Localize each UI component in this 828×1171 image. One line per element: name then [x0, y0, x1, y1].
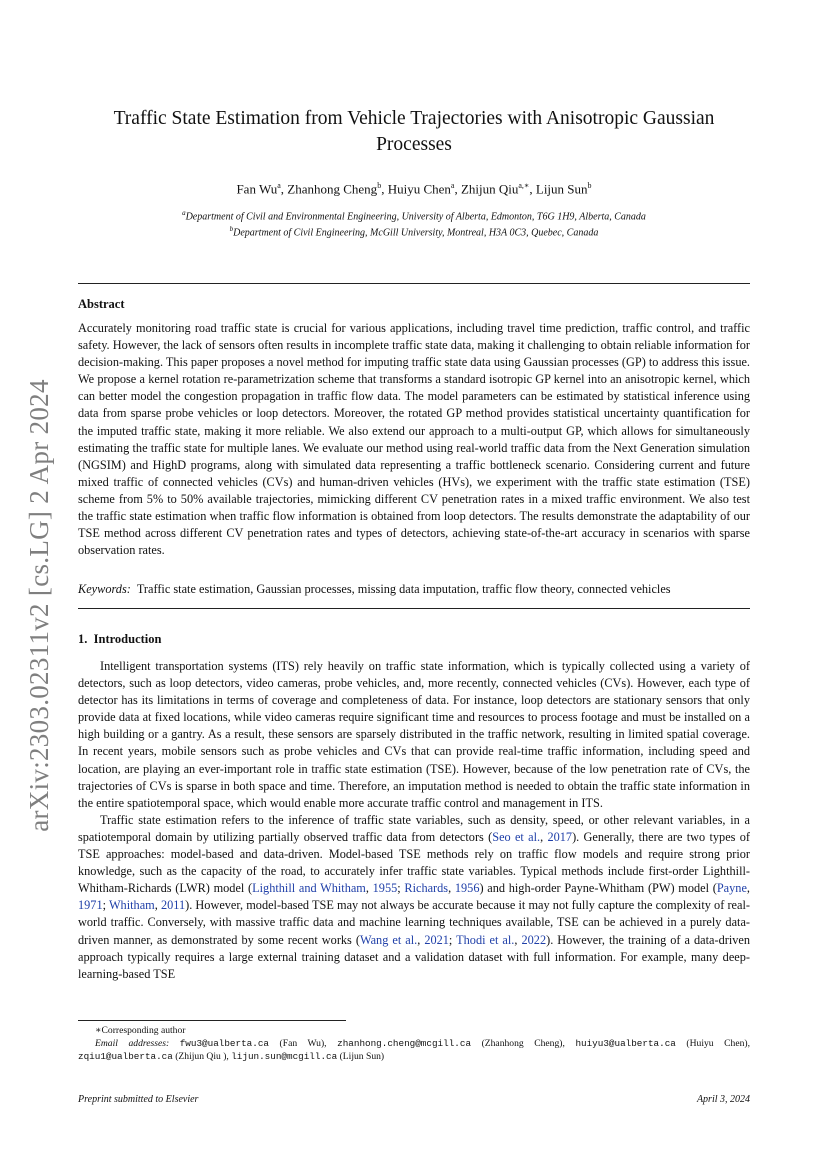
paragraph-text: ; — [397, 881, 405, 896]
abstract-text: Accurately monitoring road traffic state is crucial for various applications, including travel time prediction, traffic control, and traffic safety. However, the lack of sensors often results in incomplete traffic state data, making it challenging to obtain reliable information for decision-making. This paper proposes a novel method for imputing traffic state data using Gaussian processes (GP) to address this issue. We propose a kernel rotation re-parametrization scheme that transforms a standard isotropic GP kernel into an anisotropic kernel, which can better model the congestion propagation in traffic flow data. The model parameters can be estimated by statistical inference using data from sparse probe vehicles or loop detectors. Moreover, the rotated GP method provides statistical uncertainty quantification for the imputed traffic state, making it more reliable. We also extend our approach to a multi-output GP, which allows for simultaneously estimating the traffic state for multiple lanes. We evaluate our method using real-world traffic data from the Next Generation simulation (NGSIM) and HighD programs, along with simulated data representing a traffic bottleneck scenario. Considering current and future mixed traffic of connected vehicles (CVs) and human-driven vehicles (HVs), we experiment with the traffic state estimation (TSE) scheme from 5% to 50% available trajectories, mimicking different CV penetration rates in a mixed traffic environment. We also test the traffic state estimation when traffic flow information is obtained from loop detectors. The results demonstrate the adaptability of our TSE method across different CV penetration rates and types of detectors, achieving state-of-the-art accuracy in scenarios with sparse observation rates. — [78, 321, 750, 558]
email-label: Email addresses: — [95, 1038, 170, 1049]
abstract-top-rule — [78, 283, 750, 284]
affiliation-mark: a — [182, 209, 186, 217]
affiliation-line — [78, 207, 750, 223]
arxiv-identifier-stamp — [17, 370, 61, 840]
citation-link[interactable]: Richards — [404, 881, 449, 896]
author-affiliation-mark: a — [450, 181, 455, 190]
paragraph-text: , — [514, 932, 522, 947]
intro-paragraph — [78, 658, 750, 812]
paragraph-text: , — [540, 829, 548, 844]
footer-preprint-note: Preprint submitted to Elsevier — [78, 1094, 199, 1105]
intro-paragraph — [78, 812, 750, 983]
citation-link[interactable]: 1956 — [454, 881, 480, 896]
email-owner-text — [169, 1038, 180, 1049]
citation-link[interactable]: Lighthill and Whitham — [252, 881, 366, 896]
affiliation-mark: b — [229, 225, 234, 234]
citation-link[interactable]: 2021 — [424, 932, 449, 947]
paragraph-text: Traffic state estimation refers to the inference of traffic state variables, such as density, speed, or other relevant variables, in a spatiotemporal domain by utilizing partially observed traffic data from detectors ( — [78, 812, 750, 844]
abstract-heading: Abstract — [78, 297, 125, 311]
corresponding-author-note: ∗Corresponding author — [95, 1025, 186, 1036]
footnote-rule — [78, 1020, 346, 1021]
paper-title: Traffic State Estimation from Vehicle Trajectories with Anisotropic Gaussian Processes — [113, 108, 715, 155]
paragraph-text: ). However, the training of a data-driven approach typically requires a large external training dataset and a validation dataset with full information. For example, many deep-learning-based TSE — [78, 932, 750, 981]
paragraph-text: , — [365, 881, 373, 896]
email-addresses — [78, 1037, 750, 1063]
author-name: Zhijun Qiu — [460, 181, 519, 197]
footnotes — [78, 1024, 750, 1063]
author-name: Zhanhong Cheng — [287, 181, 378, 197]
affiliations — [78, 207, 750, 240]
section-heading — [78, 632, 161, 647]
email-address: lijun.sun@mcgill.ca — [231, 1051, 338, 1062]
email-owner-text: (Huiyu Chen), — [675, 1038, 751, 1049]
author-list: Fan Wu$^a$, Zhanhong Cheng$^b$, Huiyu Chen$^a$, Zhijun Qiu$^{a,∗}$, Lijun Sun$^b$ — [236, 181, 592, 197]
arxiv-stamp-text: arXiv:2303.02311v2 [cs.LG] 2 Apr 2024 — [23, 378, 54, 832]
introduction-body — [78, 658, 750, 983]
email-address: zhanhong.cheng@mcgill.ca — [337, 1038, 472, 1049]
citation-link[interactable]: 1955 — [372, 881, 398, 896]
citation-link[interactable]: Thodi et al. — [456, 932, 515, 947]
paragraph-text: , — [417, 932, 425, 947]
paragraph-text: ; — [448, 932, 457, 947]
email-owner-text: (Zhijun Qiu ), — [172, 1051, 232, 1062]
affiliation-line — [78, 223, 750, 239]
citation-link[interactable]: Payne — [716, 881, 747, 896]
section-number: 1. — [78, 632, 88, 646]
author-affiliation-mark: a — [277, 181, 281, 190]
author-name: Huiyu Chen — [387, 181, 451, 197]
paragraph-text: ) and high-order Payne-Whitham (PW) model ( — [479, 881, 717, 896]
author-name: Lijun Sun — [535, 181, 588, 197]
author-name: Fan Wu — [236, 181, 278, 197]
section-title: Introduction — [93, 632, 162, 646]
email-address: fwu3@ualberta.ca — [179, 1038, 269, 1049]
paragraph-text: , — [154, 898, 161, 913]
author-affiliation-mark: b — [377, 181, 382, 190]
keywords — [78, 581, 750, 598]
citation-link[interactable]: 2022 — [521, 932, 547, 947]
paragraph-text: , — [746, 881, 750, 896]
keywords-text: Traffic state estimation, Gaussian processes, missing data imputation, traffic flow theory, connected vehicles — [136, 582, 671, 596]
paragraph-text: ; — [102, 898, 109, 913]
citation-link[interactable]: Whitham — [108, 898, 155, 913]
email-address: zqiu1@ualberta.ca — [78, 1051, 173, 1062]
email-owner-text: (Zhanhong Cheng), — [471, 1038, 576, 1049]
author-affiliation-mark: b — [587, 181, 592, 190]
citation-link[interactable]: Seo et al. — [492, 829, 541, 844]
author-affiliation-mark: a,∗ — [518, 181, 530, 190]
paragraph-text: Intelligent transportation systems (ITS) rely heavily on traffic state information, which is typically collected using a variety of detectors, such as loop detectors, video cameras, probe vehicles, and, more recently, connected vehicles (CVs). However, each type of detector has its limitations in terms of coverage and completeness of data. For instance, loop detectors are stationary sensors that only provide data at fixed locations, while video cameras require significant time and resources to process footage and must be installed on a high building or a gantry. As a result, these sensors are sparsely distributed in the traffic network, resulting in limited spatial coverage. In recent years, mobile sensors such as probe vehicles and CVs that can provide real-time traffic information, including speed and location, are playing an ever-important role in traffic state estimation (TSE). However, because of the low penetration rate of CVs, the trajectories of CVs is sparse in both space and time. Therefore, an imputation method is needed to obtain the traffic state information in the entire spatiotemporal space, which would enable more accurate traffic control and management in ITS. — [78, 659, 750, 810]
paragraph-text: ). Generally, there are two types of TSE approaches: model-based and data-driven. Model-based TSE methods rely on traffic flow models and require strong prior knowledge, such as the capacity of the road, to accurately infer traffic state variables. Typical methods include first-order Lighthill-Whitham-Richards (LWR) model ( — [78, 829, 750, 896]
footer-date: April 3, 2024 — [696, 1094, 750, 1105]
citation-link[interactable]: 2017 — [547, 829, 573, 844]
email-owner-text: (Fan Wu), — [268, 1038, 338, 1049]
citation-link[interactable]: 2011 — [160, 898, 186, 913]
affiliation-text: Department of Civil Engineering, McGill University, Montreal, H3A 0C3, Quebec, Canada — [233, 227, 599, 239]
citation-link[interactable]: 1971 — [78, 898, 103, 913]
keywords-label: Keywords: — [78, 582, 131, 596]
abstract-bottom-rule — [78, 608, 750, 609]
email-owner-text: (Lijun Sun) — [337, 1051, 385, 1062]
paragraph-text: ). However, model-based TSE may not always be accurate because it may not fully capture the complexity of real-world traffic. Conversely, with massive traffic data and machine learning techniques available, TSE can be achieved in a purely data-driven manner, as demonstrated by some recent works ( — [78, 898, 750, 947]
page-footer — [78, 1094, 750, 1105]
paragraph-text: , — [448, 881, 455, 896]
email-address: huiyu3@ualberta.ca — [575, 1038, 676, 1049]
citation-link[interactable]: Wang et al. — [359, 932, 418, 947]
affiliation-text: Department of Civil and Environmental Engineering, University of Alberta, Edmonton, T6G 1H9, Alberta, Canada — [185, 211, 646, 223]
